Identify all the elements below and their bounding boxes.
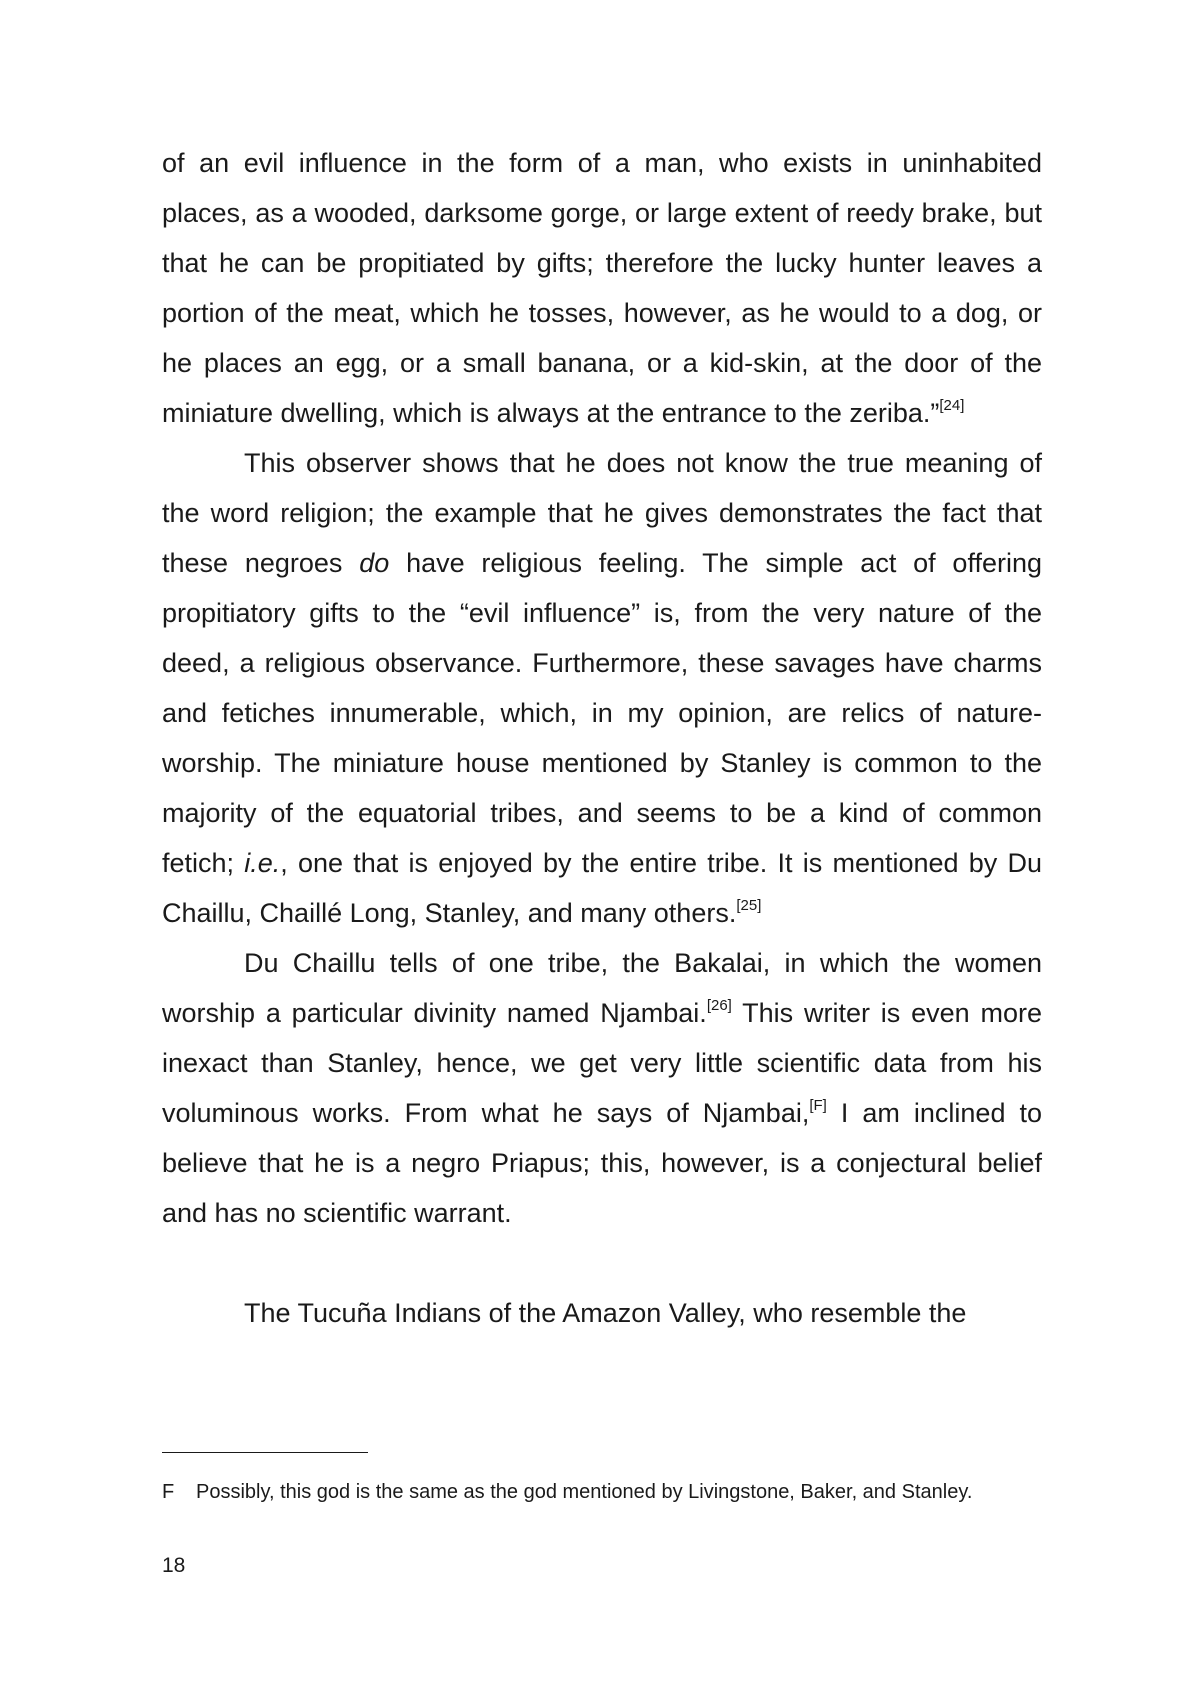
paragraph-1 [162, 138, 1042, 438]
paragraph-3-text-b: This writer is even more inexact than Stanley, hence, we get very little scientific data from his voluminous works. From what he says of Njambai, [162, 998, 1042, 1128]
paragraph-4-text: The Tucuña Indians of the Amazon Valley, who resemble the [244, 1298, 967, 1328]
page-number: 18 [162, 1554, 186, 1577]
footnote-reference-f[interactable]: [F] [809, 1097, 827, 1114]
paragraph-1-text: of an evil influence in the form of a man, who exists in uninhabited places, as a wooded, darksome gorge, or large extent of reedy brake, but that he can be propitiated by gifts; therefore the lucky hunter leaves a portion of the meat, which he tosses, however, as he would to a dog, or he places an egg, or a small banana, or a kid-skin, at the door of the miniature dwelling, which is always at the entrance to the zeriba.” [162, 148, 1042, 428]
paragraph-3 [162, 938, 1042, 1238]
paragraph-3-text-a: Du Chaillu tells of one tribe, the Bakalai, in which the women worship a particular divinity named Njambai. [162, 948, 1042, 1028]
reference-26[interactable]: [26] [706, 997, 732, 1014]
paragraph-2-text-c: , one that is enjoyed by the entire tribe. It is mentioned by Du Chaillu, Chaillé Long, Stanley, and many others. [162, 848, 1042, 928]
reference-24[interactable]: [24] [939, 397, 965, 414]
paragraph-3-text-c: I am inclined to believe that he is a negro Priapus; this, however, is a conjectural belief and has no scientific warrant. [162, 1098, 1043, 1228]
footnote [162, 1478, 1062, 1506]
footnote-divider [162, 1452, 368, 1453]
footnote-text: Possibly, this god is the same as the god mentioned by Livingstone, Baker, and Stanley. [196, 1481, 973, 1503]
section-gap [162, 1238, 1042, 1288]
reference-25[interactable]: [25] [736, 897, 762, 914]
emphasis-do: do [359, 548, 390, 578]
paragraph-2 [162, 438, 1042, 938]
paragraph-2-text-b: have religious feeling. The simple act of offering propitiatory gifts to the “evil influence” is, from the very nature of the deed, a religious observance. Furthermore, these savages have charms and fetiches innumerable, which, in my opinion, are relics of nature-worship. The miniature house mentioned by Stanley is common to the majority of the equatorial tribes, and seems to be a kind of common fetich; [162, 548, 1043, 878]
footnote-mark: F [162, 1481, 175, 1503]
paragraph-4 [162, 1288, 1042, 1338]
emphasis-ie: i.e. [244, 848, 281, 878]
body-text [162, 138, 1042, 1338]
paragraph-2-text-a: This observer shows that he does not know the true meaning of the word religion; the example that he gives demonstrates the fact that these negroes [162, 448, 1042, 578]
